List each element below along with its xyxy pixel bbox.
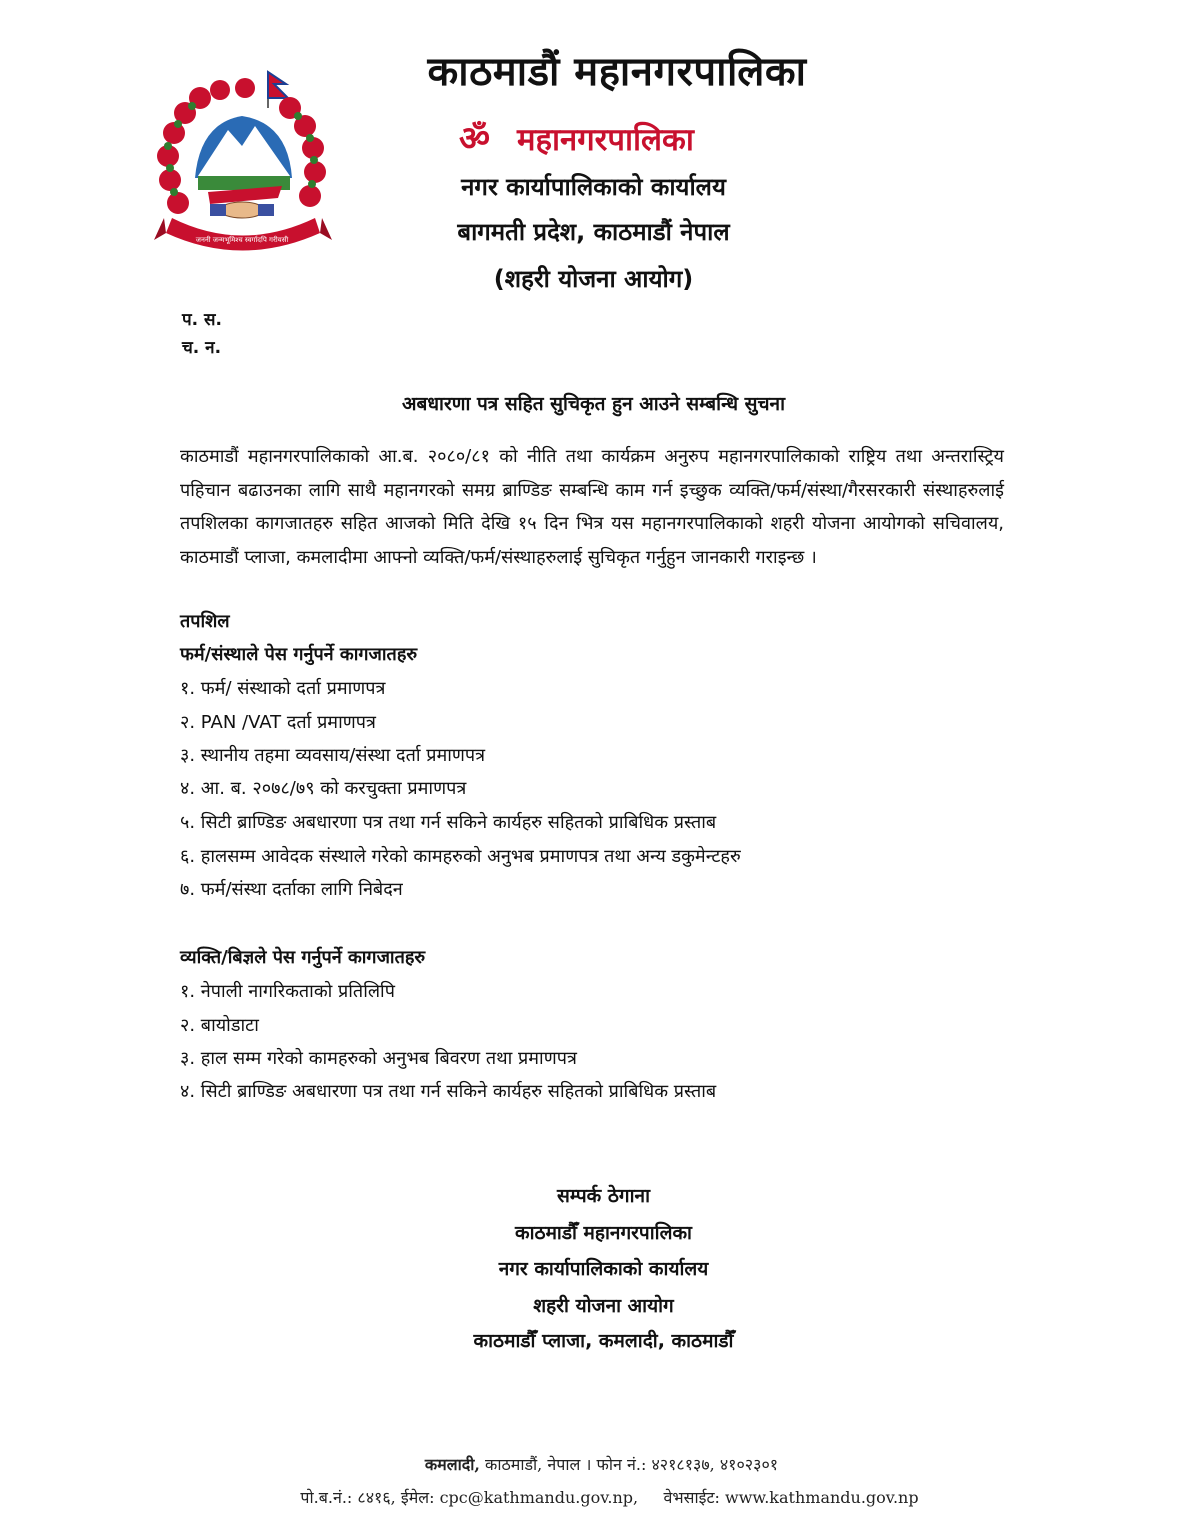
list-item: ६. हालसम्म आवेदक संस्थाले गरेको कामहरुको अनुभब प्रमाणपत्र तथा अन्य डकुमेन्टहरु (180, 846, 741, 867)
office-name: नगर कार्यापालिकाको कार्यालय (461, 173, 726, 201)
notice-subject: अबधारणा पत्र सहित सुचिकृत हुन आउने सम्बन्धि सुचना (401, 393, 786, 415)
footer-contact: पो.ब.नं.: ८४१६, ईमेल: cpc@kathmandu.gov.np, वेभसाईट: www.kathmandu.gov.np (300, 1488, 919, 1507)
list-item: १. नेपाली नागरिकताको प्रतिलिपि (180, 981, 395, 1002)
firm-section-heading: फर्म/संस्थाले पेस गर्नुपर्ने कागजातहरु (180, 644, 418, 665)
list-item: २. PAN /VAT दर्ता प्रमाणपत्र (180, 712, 376, 733)
footer-address (8, 1453, 1187, 1475)
contact-line: काठमाडौँ महानगरपालिका (515, 1222, 692, 1244)
list-item: ३. स्थानीय तहमा व्यवसाय/संस्था दर्ता प्रमाणपत्र (180, 745, 486, 766)
tapashil-heading: तपशिल (180, 611, 230, 632)
list-item: ५. सिटी ब्राण्डिङ अबधारणा पत्र तथा गर्न सकिने कार्यहरु सहितको प्राबिधिक प्रस्ताब (180, 812, 717, 833)
list-item: १. फर्म/ संस्थाको दर्ता प्रमाणपत्र (180, 678, 386, 699)
contact-line: शहरी योजना आयोग (533, 1295, 674, 1317)
office-title: काठमाडौं महानगरपालिका (427, 49, 807, 95)
list-item: ३. हाल सम्म गरेको कामहरुको अनुभब बिवरण तथा प्रमाणपत्र (180, 1048, 577, 1069)
logo-text: महानगरपालिका (517, 122, 694, 158)
province-address: बागमती प्रदेश, काठमाडौं नेपाल (457, 218, 730, 246)
footer-phone: काठमाडौं, नेपाल । फोन नं.: ४२१८१३७, ४१०२३०१ (479, 1455, 779, 1474)
dispatch-number-label: च. न. (182, 338, 222, 358)
list-item: ४. सिटी ब्राण्डिङ अबधारणा पत्र तथा गर्न सकिने कार्यहरु सहितको प्राबिधिक प्रस्ताब (180, 1081, 717, 1102)
letter-number-label: प. स. (182, 310, 222, 330)
list-item: २. बायोडाटा (180, 1015, 259, 1036)
municipality-logo (455, 112, 785, 164)
list-item: ७. फर्म/संस्था दर्ताका लागि निबेदन (180, 879, 403, 900)
footer-locality: कमलादी, (424, 1455, 480, 1474)
contact-heading: सम्पर्क ठेगाना (556, 1185, 651, 1207)
notice-body: काठमाडौं महानगरपालिकाको आ.ब. २०८०/८१ को नीति तथा कार्यक्रम अनुरुप महानगरपालिकाको राष्ट्रिय तथा अन्तरास्ट्रिय पहिचान बढाउनका लागि साथै महानगरको समग्र ब्राण्डिङ सम्बन्धि काम गर्न इच्छुक व्यक्ति/फर्म/संस्था/गैरसरकारी संस्थाहरुलाई तपशिलका कागजातहरु सहित आजको मिति देखि १५ दिन भित्र यस महानगरपालिकाको शहरी योजना आयोगको सचिवालय, काठमाडौं प्लाजा, कमलादीमा आफ्नो व्यक्ति/फर्म/संस्थाहरुलाई सुचिकृत गर्नुहुन जानकारी गराइन्छ । (180, 446, 1004, 568)
individual-section-heading: व्यक्ति/बिज्ञले पेस गर्नुपर्ने कागजातहरु (180, 947, 426, 968)
department-name: (शहरी योजना आयोग) (493, 265, 694, 293)
contact-line: नगर कार्यापालिकाको कार्यालय (498, 1258, 709, 1280)
svg-text:ॐ: ॐ (459, 119, 491, 159)
contact-line: काठमाडौँ प्लाजा, कमलादी, काठमाडौँ (473, 1330, 734, 1352)
list-item: ४. आ. ब. २०७८/७९ को करचुक्ता प्रमाणपत्र (180, 778, 467, 799)
svg-text:जननी जन्मभूमिश्च स्वर्गादपि गर: जननी जन्मभूमिश्च स्वर्गादपि गरीयसी (195, 236, 289, 244)
